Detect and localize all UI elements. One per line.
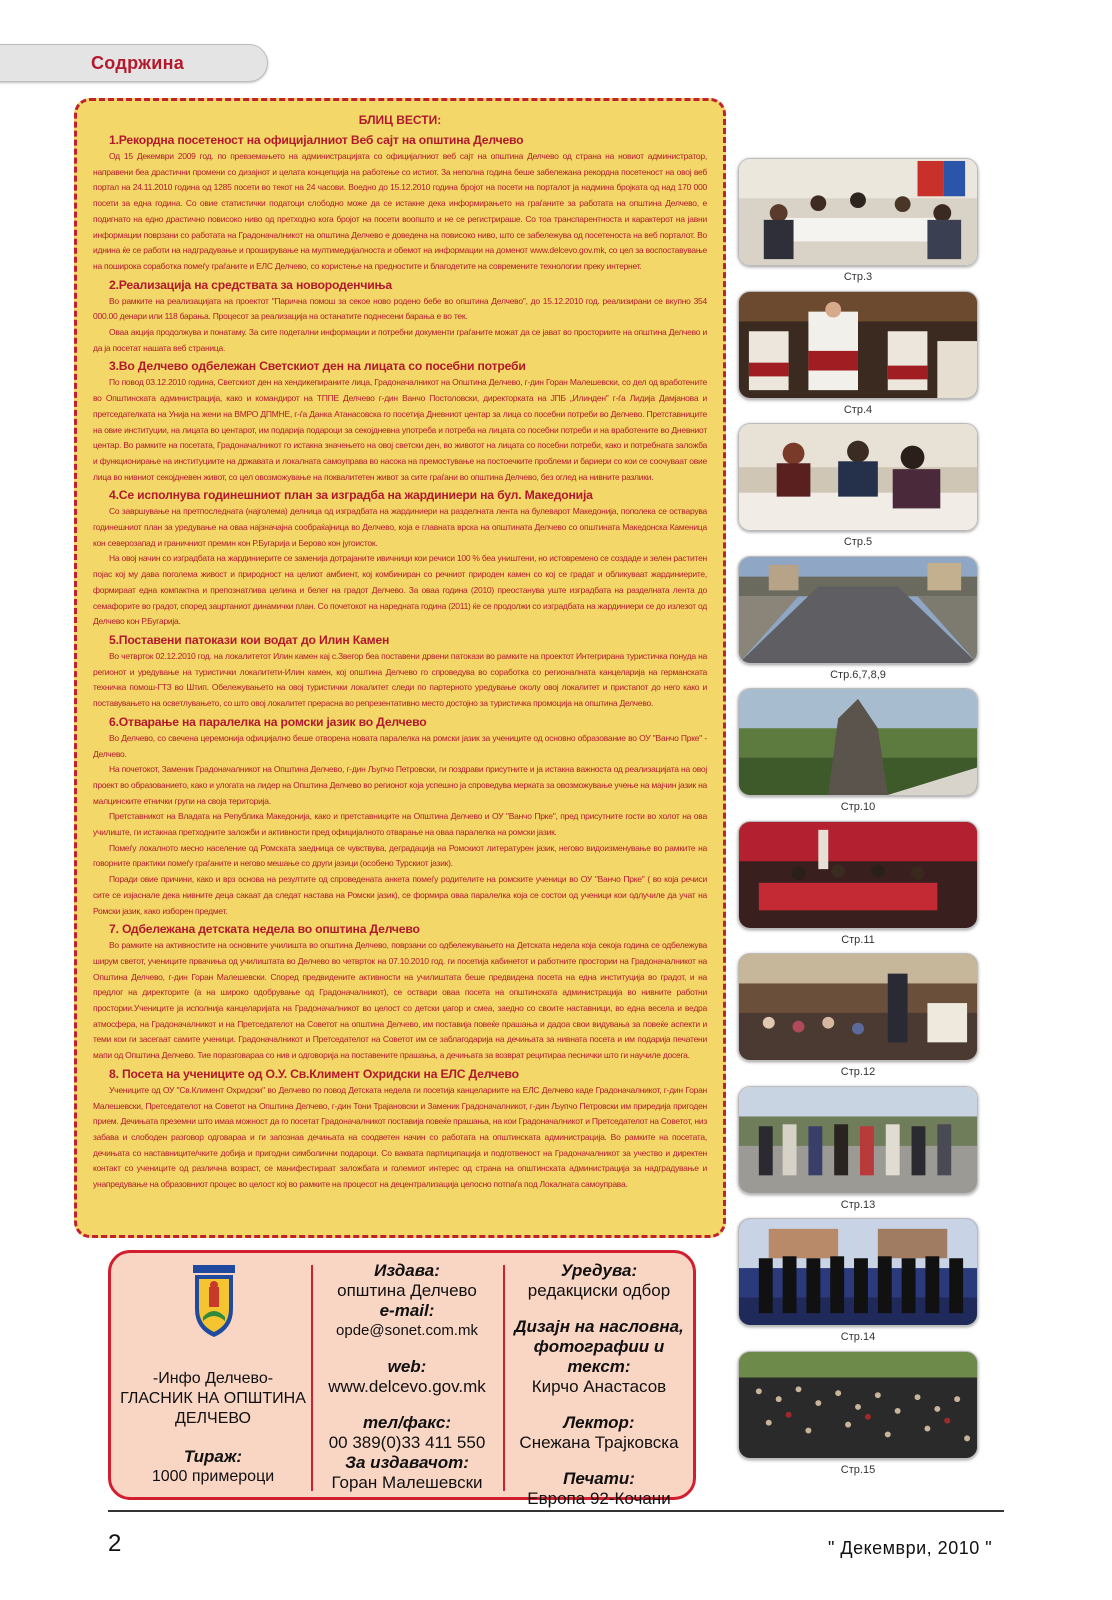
news-item-paragraph: Претставникот на Владата на Република Македонија, како и претставниците на Општина Делчево и ОУ "Ванчо Прке", пред присутните гости во холот на овa училиште, ги истакнаа претходните заложби и активности пред официјалното отварање на оваа паралелка на ромски јазик. [93,811,707,838]
photo-caption: Стр.10 [840,801,876,813]
bulletin-subtitle-1: ГЛАСНИК НА ОПШТИНА [120,1390,306,1407]
photo-caption: Стр.15 [840,1464,876,1476]
impressum-middle [315,1261,499,1492]
news-item-heading: 8. Посета на учениците од О.У. Св.Климент Охридски на ЕЛС Делчево [109,1066,519,1081]
circulation-label: Тираж: [183,1447,243,1466]
photo-thumbnail [738,423,978,531]
news-item-paragraph: Поради овие причини, како и врз основа на резултите од спроведената анкета помеѓу родителите на ромските ученици во ОУ "Ванчо Прке" ( во која речиси сите се изјаснале дека нивните деца сакаат да следат настава на Ромски јазик), се формира оваа паралелка која се состои од ученици кои одлучиле да учат на Ромски јазик, како изборен предмет. [93,874,707,916]
news-item-heading: 1.Рекордна посетеност на официјалниот Веб сајт на општина Делчево [109,133,524,147]
editor-value: редакциски одбор [527,1281,671,1300]
design-label: Дизајн на насловна, [514,1317,684,1336]
photo-thumbnail [738,158,978,266]
news-item-paragraph: Во рамките на активностите на основните училишта во општина Делчево, поврзани со одбележувањето на Детската недела која секоја година се одбележува ширум светот, учениците првачиња од училиштата во Делчево во четврток на 07.10.2010 год. ги посетија кабинетот и работните простории на Градоначалникот на Општина Делчево, г-дин Горан Малешевски. Според предвидените активности на училиштата беше предвидена посета на една институција во градот, и на предлог на директорите (а на широко одобрување од Градоначалникот), се оствари оваа посета на општинската администрација во нивните работни простории.Учениците ја исполнија канцеларијата на Градоначалникот во целост со детски џагор и смеа, заедно со своите наставници, во една весела и ведра атмосфера, на Градоначалникот и на Претседателот на Советот на општина Делчево, им поставија повеќе прашања и дадоа свои видувања за повеќе аспекти и теми кои ги засегаат самите ученици. Градоначалникот и Претседателот на Советот им се заблагодарија на дечињата за нивната посета и им подарија печатени мапи од Општина Делчево. Тие поразговараа со нив и одговорија на поставените прашања, а дечињата за возврат рецитираа песнички што ги научиле досега. [93,940,707,1061]
photo-caption: Стр.5 [843,536,873,548]
news-item [93,633,707,712]
news-item-paragraph: Во Делчево, со свечена церемонија официјално беше отворена новата паралелка на ромски јазик за учениците од основно образование во ОУ "Ванчо Прке" - Делчево. [93,732,707,759]
photo-thumbnail [738,556,978,664]
news-item-paragraph: Помеѓу локалното месно население од Ромската заедница се чувствува, деградација на Ромскиот литературен јазик, негово видоизменување во рамките на говорните практики помеѓу граѓаните и негово мешање со други јазици (особено Турскиот јазик). [93,842,707,869]
impressum-divider [503,1265,505,1491]
photo-caption: Стр.6,7,8,9 [830,669,886,681]
photo-thumbnail [738,1351,978,1459]
photo-thumbnail [738,953,978,1061]
news-item-paragraph: Со завршување на претпоследната (најголема) делница од изградбата на жардиниери на разделната лента на булеварот Македонија, пополека се остварува годинешниот план за уредување на оваа најзначајна сообраќајница во Делчево, која е главната врска на општината Делчево со општината Македонска Каменица кон северозапад и граничниот премин кон Р.Бугарија и Берово кон југоисток. [93,506,707,548]
impressum-divider [311,1265,313,1491]
news-item-heading: 6.Отварање на паралелка на ромски јазик во Делчево [109,714,427,729]
news-item-paragraph: Во рамките на реализацијата на проектот "Парична помош за секое ново родено бебе во општина Делчево", до 15.12.2010 год. реализирани се вкупно 354 000.00 денари или 118 барања. Процесот за реализација на останатите поднесени барања е во тек. [93,295,707,322]
news-item [93,715,707,919]
editor-label: Уредува: [560,1261,638,1280]
news-item-paragraph: На почетокот, Заменик Градоначалникот на Општина Делчево, г-дин Љупчо Петровски, ги поздрави присутните и ја истакна важноста од реализацијата на овој проект во образованието, како и улогата на лидер на Општина Делчево во регионот која успешно ја спроведува мерката за овозможување учење на мајчин јазик на малцинските етнички групи на своја територија. [93,764,707,806]
email-label: e-mail: [379,1301,435,1320]
publisher-label: Издава: [374,1261,440,1280]
news-item-paragraph: Оваа акција продолжува и понатаму. За сите подетални информации и потребни документи граѓаните можат да се јават во просториите на општина Делчево и да ја посетат нашата веб страница. [93,327,707,353]
photo-caption: Стр.12 [840,1066,876,1078]
impressum-box [108,1250,696,1508]
photo-thumbnail [738,291,978,399]
news-item-heading: 7. Одбележана детската недела во општина Делчево [109,922,420,937]
news-item-heading: 4.Се исполнува годинешниот план за изградба на жардиниери на бул. Македонија [109,488,593,503]
web-label: web: [387,1357,427,1376]
crest-icon [189,1265,239,1339]
web-value: www.delcevo.gov.mk [328,1377,486,1396]
phone-value: 00 389(0)33 411 550 [328,1433,486,1452]
photo-caption: Стр.3 [843,271,873,283]
photo-thumbnail [738,1218,978,1326]
news-item [93,922,707,1064]
print-label: Печати: [563,1469,635,1488]
lector-label: Лектор: [563,1413,635,1432]
news-item [93,1067,707,1193]
photo-thumbnail [738,688,978,796]
flash-news-box [74,98,726,1238]
bulletin-name: -Инфо Делчево- [152,1370,274,1387]
footer-rule [108,1510,1004,1512]
circulation-value: 1000 примероци [151,1468,275,1485]
photo-thumbnail [738,821,978,929]
photo-caption: Стр.13 [840,1199,876,1211]
news-item [93,488,707,630]
impressum-right [507,1261,691,1508]
news-item [93,359,707,485]
news-item-heading: 5.Поставени патокази кои водат до Илин Камен [109,632,390,647]
news-list [93,133,707,1193]
photo-caption: Стр.4 [843,404,873,416]
issue-date: " Декември, 2010 " [828,1538,993,1558]
news-item-heading: 2.Реализација на средствата за новороденчиња [109,277,392,292]
news-item [93,278,707,357]
print-value: Европа 92-Кочани [527,1489,671,1508]
news-item [93,133,707,275]
lector-value: Снежана Трајковска [519,1433,679,1452]
photo-caption: Стр.14 [840,1331,876,1343]
for-publisher-label: За издавачот: [345,1453,469,1472]
phone-label: тел/факс: [362,1413,452,1432]
bulletin-subtitle-2: ДЕЛЧЕВО [175,1410,251,1427]
photo-thumbnail [738,1086,978,1194]
photo-caption: Стр.11 [841,934,875,946]
design-label-2: фотографии и текст: [533,1337,665,1376]
page-number: 2 [108,1530,122,1557]
news-item-paragraph: По повод 03.12.2010 година, Светскиот ден на хендикепираните лица, Градоначалникот на Општина Делчево, г-дин Горан Малешевски, со дел од вработените во Општинската администрација, како и командирот на ТППЕ Делчево г-дин Ванчо Постоловски, директорката на ЈПБ „Илинден" г-ѓа Лидија Дамјанова и претседателката на Унија на жени на ВМРО ДПМНЕ, г-ѓа Данка Атанасовска го посетија Дневниот центар за лица со посебни потреби во Делчево. Претставниците на овие институции, на лицата во центарот, им подарија подароци за секојдневна употреба и потреба на лицата со посебни потреби и на вработените во Дневниот центар. Во рамките на посетата, Градоначалникот го истакна значењето на овој светски ден, во животот на лицата со посебни потреби, како и потребната заложба и функционирање на институциите на државата и локалната самоуправа во насока на премостување на постоечките проблеми и бариери со кои се соочуваат овие лица во нивниот секојдневен живот, со цел овозможување на поквалитетен живот за сите граѓани во општина Делчево, без оглед на нивните разлики. [93,377,707,482]
news-item-paragraph: Од 15 Декември 2009 год. по превземањето на администрацијата со официјалниот веб сајт на општина Делчево од страна на новиот администратор, направени беа драстични промени со дизајнот и целата концепција на работење со истиот. За неполна година беше забележана рекордна посетеност на овој веб портал на 24.11.2010 година од 1285 посети во текот на 24 часови. Воедно до 15.12.2010 година бројот на посети на порталот ја надмина бројката од над 170 000 посети за една година. Со овие статистички податоци слободно може да се истакне дека информирањето на граѓаните за работата на општина Делчево, е подигнато на едно драстично повисоко ниво од претходно кога бројот на посети воопшто и не се регистрираше. Со тоа транспарентноста и карактерот на јавни информации поврзани со работата на Градоначалникот на општина Делчево е доведена на повисоко ниво, што се забележува од посетеноста на веб порталот. Во иднина ќе се работи на надградување и проширување на мултимедијалноста и обемот на информации на доменот www.delcevo.gov.mk, со цел за воспоставување на поширока соработка помеѓу граѓаните и ЕЛС Делчево, со користење на предностите и благодетите на современите технологии преку интернет. [93,151,707,271]
news-item-heading: 3.Во Делчево одбележан Светскиот ден на лицата со посебни потреби [109,359,526,374]
section-tab [0,44,268,82]
section-label: Содржина [91,53,185,73]
impressum-left [119,1265,307,1491]
publisher-value: општина Делчево [337,1281,477,1300]
news-item-paragraph: Учениците од ОУ "Св.Климент Охридски" во Делчево по повод Детската недела ги посетија канцелариите на ЕЛС Делчево каде Градоначалникот, г-дин Горан Малешевски, Претседателот на Советот на Општина Делчево, г-дин Тони Трајановски и Заменик Градоначалникот, г-дин Љупчо Петровски им приредија пригоден прием. Дечињата преземни што имаа можност да го посетат Градоначалникот поставија повеќе прашања, на кои Градоначалникот и Претседателот на Советот, низ забава и слободен разговор одговараа и ги запознаа дечињата на соодветен начин со работата на општинската администрација. Во рамките на посетата, дечињата со наставниците/чките добија и пригодни симболични подароци. Со ваквата партиципација и подготвеност на Градоначалникот за учество и директен контакт со учениците од различна возраст, се манифестираат заложбата и големиот интерес од страна на општинската администрација за надградување и унапредување на образовниот процес во целост кој во рамките на процесот на децентрализација целосно потпаѓа под Локалната самоуправа. [93,1084,707,1190]
for-publisher-value: Горан Малешевски [331,1473,483,1492]
news-item-paragraph: Во четврток 02.12.2010 год. на локалитетот Илин камен кај с.Звегор беа поставени дрвени патокази во рамките на проектот Интегрирана туристичка понуда на регионот и уредување на туристички локалитети-Илин камен, кој општина Делчево го спроведува во соработка со регионалната канцеларија на германската техничка помош-ГТЗ во Штип. Обележувањето на овој туристички локалитет следи по партерното уредување околу овој локалитет и пристапот до него како и поставувањето на осветлувањето, со што овој локалитет прерасна во репрезентативно место достојно за туристичка промоција на општина Делчево. [93,650,707,709]
email-value: opde@sonet.com.mk [336,1322,478,1339]
design-value: Кирчо Анастасов [531,1377,667,1396]
news-item-paragraph: На овој начин со изградбата на жардиниерите се заменија дотрајаните ивичници кои речиси 100 % беа уништени, но истовремено се создаде и зелен раститен појас кој му дава поголема живост и природност на целиот амбиент, кој комбиниран со речниот природен камен со кој се градат и обликуваат жардиниерите, формираат една компактна и препознатлива целина и белег на градот Делчево. За оваа година (2010) преостанува уште изградбата на разделната лента до семафорите во градот, според зацртаниот динамички план. Со почетокот на наредната година (2011) ќе се продолжи со изградбата на жардиниери се до излезот од Делчево кон Р.Бугарија. [93,553,707,627]
news-title: БЛИЦ ВЕСТИ: [358,113,442,127]
